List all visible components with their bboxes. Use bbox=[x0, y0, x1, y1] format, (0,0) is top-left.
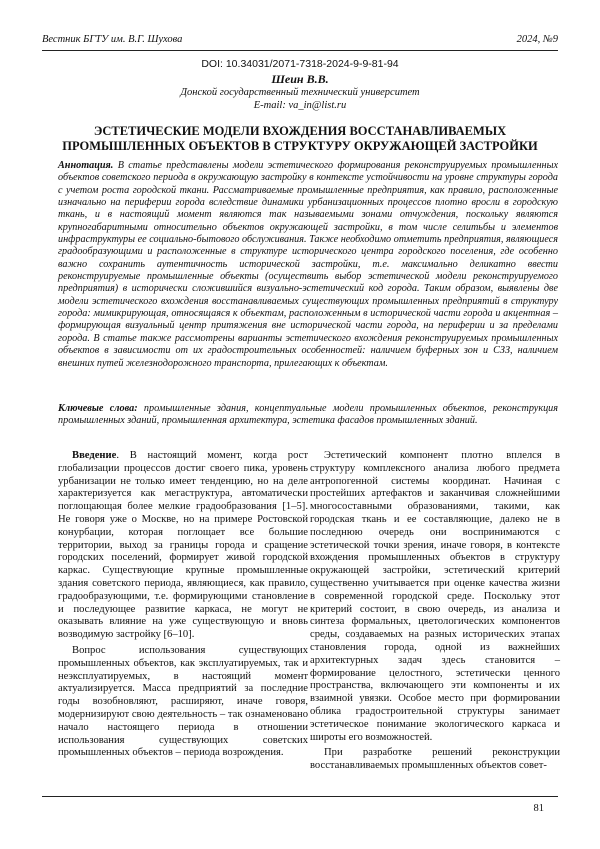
body-paragraph: При разработке решений реконструкции восстанавливаемых промышленных объектов совет- bbox=[310, 747, 560, 773]
issue-number: 2024, №9 bbox=[517, 34, 558, 45]
footer-rule bbox=[42, 796, 558, 797]
body-paragraph: Эстетический компонент плотно вплелся в структуру комплексного анализа любого предмета антропогенной системы координат. Начиная с простейших артефактов и заканчивая сложнейшими многосоставными образованиями, такими, как городская ткань и ее составляющие, далеко не в последнюю очередь они воспринимаются с эстетической точки зрения, иначе говоря, в контексте вхождения промышленных объектов в структуру окружающей застройки, эстетический критерий существенно учитывается при оценке качества жизни в современной городской среде. Поскольку этот критерий состоит, в свою очередь, из анализа и синтеза формальных, цветологических компонентов среды, создаваемых на разных исторических этапах становления города, одной из важнейших архитектурных задач здесь становится – формирование целостного, эстетически ценного пространства, включающего эти компоненты и их взаимной увязки. Особое место при формировании облика градостроительной структуры занимает эстетическое понимание экологического каркаса и широты его возможностей. bbox=[310, 450, 560, 744]
intro-text: . В настоящий момент, когда рост глобализации процессов достиг своего пика, уровень урбанизации не только имеет тенденцию, но на деле характеризуется как мегаструктура, автоматически поглощающая более мелкие градообразования [1–5]. Не говоря уже о Москве, но на примере Ростовской конурбации, которая поглощает все большие территории, выход за границы города и сращение городских поселений, формирует живой городской каркас. Существующие крупные промышленные здания советского периода, являющиеся, как правило, градообразующими, т.е. формирующими становление и последующее развитие каркаса, не могут не оказывать влияние на уже существующую и вновь возводимую застройку [6–10]. bbox=[58, 450, 308, 640]
body-paragraph: Вопрос использования существующих промышленных объектов, как эксплуатируемых, так и неэксплуатируемых, в настоящий момент актуализируется. Масса предприятий за последние годы возобновляют, расширяют, иначе говоря, модернизируют свою деятельность – так ознаменовано начало настоящего периода в отношении использования существующих советских промышленных объектов – периода возрождения. bbox=[58, 645, 308, 760]
keywords bbox=[58, 403, 558, 428]
abstract-text: В статье представлены модели эстетического формирования реконструируемых промышленных объектов советского периода в окружающую застройку в контексте устойчивости на уровне структуры города с учетом роста городской ткани. Рассматриваемые промышленные предприятия, как правило, расположенные изначально на периферии города вследствие динамики урбанизационных процессов плотно вросли в городскую ткань, и в настоящий момент являются так называемыми зонами отчуждения, поскольку являются крупногабаритными относительно объектов окружающей застройки, в том числе селитьбы и элементов инфраструктуры ее социально-бытового обслуживания. Также необходимо отметить предприятия, являющиеся градообразующими и расположенные в структуре исторического центра городского поселения, где особенно важно сохранить аутентичность исторической застройки, т.е. максимально деликатно ввести реконструируемые промышленные объекты (осуществить выбор эстетической модели реконструируемого предприятия) в исторически сложившийся визуально-эстетический код города. Таким образом, выявлены две модели эстетического вхождения восстанавливаемых существующих промышленных предприятий в структуру города: мимикрирующая, относящаяся к объектам, расположенным в исторической части города и акцентная – формирующая визуальный центр притяжения вне исторической части города, на периферии и за пределами города. В статье также рассмотрены варианты эстетического вхождения реконструируемых промышленных объектов в зависимости от их градостроительных особенностей: наличием буферных зон и СЗЗ, наличием внешних путей железнодорожного транспорта, прилегающих к объектам. bbox=[58, 160, 558, 369]
body-column-left bbox=[58, 450, 308, 760]
intro-paragraph bbox=[58, 450, 308, 642]
author-name: Шеин В.В. bbox=[0, 72, 600, 87]
body-column-right bbox=[310, 450, 560, 773]
page-number: 81 bbox=[534, 803, 545, 814]
article-title: ЭСТЕТИЧЕСКИЕ МОДЕЛИ ВХОЖДЕНИЯ ВОССТАНАВЛИВАЕМЫХ ПРОМЫШЛЕННЫХ ОБЪЕКТОВ В СТРУКТУРУ ОКРУЖАЮЩЕЙ ЗАСТРОЙКИ bbox=[60, 124, 540, 154]
header-rule bbox=[42, 50, 558, 51]
keywords-text: промышленные здания, концептуальные модели промышленных объектов, реконструкция промышленных зданий, промышленная архитектура, эстетика фасадов промышленных зданий. bbox=[58, 403, 558, 426]
journal-name: Вестник БГТУ им. В.Г. Шухова bbox=[42, 34, 182, 45]
running-header bbox=[42, 34, 558, 45]
keywords-label: Ключевые слова: bbox=[58, 403, 138, 414]
intro-label: Введение bbox=[72, 450, 116, 461]
doi-line[interactable]: DOI: 10.34031/2071-7318-2024-9-9-81-94 bbox=[0, 58, 600, 70]
author-email[interactable]: E-mail: va_in@list.ru bbox=[0, 100, 600, 111]
abstract-label: Аннотация. bbox=[58, 160, 113, 171]
abstract bbox=[58, 160, 558, 370]
author-affiliation: Донской государственный технический университет bbox=[0, 87, 600, 98]
